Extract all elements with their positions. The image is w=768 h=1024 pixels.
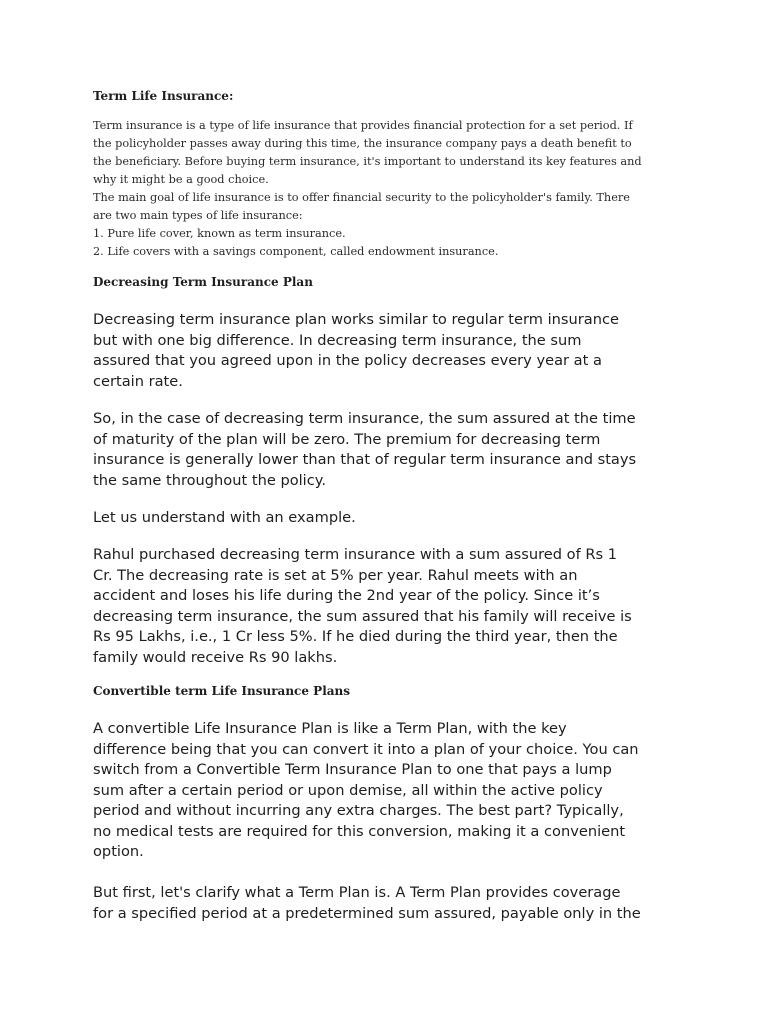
intro-line: Term insurance is a type of life insurance that provides financial protection for a set period. If [93, 119, 633, 132]
paragraph-line: the same throughout the policy. [93, 471, 326, 489]
intro-line: are two main types of life insurance: [93, 209, 303, 222]
heading-term-life-insurance: Term Life Insurance: [93, 89, 234, 103]
intro-paragraph [93, 117, 642, 261]
intro-list-item: 1. Pure life cover, known as term insurance. [93, 227, 346, 240]
paragraph-line: of maturity of the plan will be zero. The premium for decreasing term [93, 430, 601, 448]
paragraph-line: option. [93, 843, 144, 860]
decreasing-paragraph-3 [93, 508, 356, 529]
intro-line: why it might be a good choice. [93, 173, 269, 186]
intro-line: the beneficiary. Before buying term insurance, it's important to understand its key features and [93, 155, 642, 168]
paragraph-line: accident and loses his life during the 2nd year of the policy. Since it’s [93, 587, 600, 604]
paragraph-line: switch from a Convertible Term Insurance Plan to one that pays a lump [93, 761, 612, 778]
paragraph-line: sum after a certain period or upon demise, all within the active policy [93, 781, 603, 799]
decreasing-example-paragraph [93, 545, 632, 668]
paragraph-line: family would receive Rs 90 lakhs. [93, 648, 338, 666]
heading-decreasing-term: Decreasing Term Insurance Plan [93, 275, 313, 289]
paragraph-line: decreasing term insurance, the sum assured that his family will receive is [93, 607, 632, 625]
decreasing-paragraph-2 [93, 409, 636, 491]
paragraph-line: But first, let's clarify what a Term Plan is. A Term Plan provides coverage [93, 884, 621, 901]
heading-convertible-term: Convertible term Life Insurance Plans [93, 684, 351, 698]
convertible-paragraph-1 [93, 719, 639, 863]
paragraph-line: for a specified period at a predetermined sum assured, payable only in the [93, 904, 641, 922]
paragraph-line: but with one big difference. In decreasing term insurance, the sum [93, 331, 582, 349]
paragraph-line: period and without incurring any extra charges. The best part? Typically, [93, 802, 624, 819]
paragraph-line: no medical tests are required for this conversion, making it a convenient [93, 822, 626, 840]
decreasing-paragraph-1 [93, 310, 619, 392]
paragraph-line: Rs 95 Lakhs, i.e., 1 Cr less 5%. If he died during the third year, then the [93, 628, 618, 645]
intro-list-item: 2. Life covers with a savings component, called endowment insurance. [93, 245, 499, 258]
paragraph-line: Rahul purchased decreasing term insurance with a sum assured of Rs 1 [93, 546, 618, 563]
convertible-paragraph-2 [93, 883, 641, 924]
intro-line: the policyholder passes away during this time, the insurance company pays a death benefit to [93, 137, 632, 150]
paragraph-line: Cr. The decreasing rate is set at 5% per year. Rahul meets with an [93, 566, 578, 584]
paragraph-line: assured that you agreed upon in the policy decreases every year at a [93, 352, 602, 369]
paragraph-line: So, in the case of decreasing term insurance, the sum assured at the time [93, 410, 636, 427]
paragraph-line: Let us understand with an example. [93, 509, 356, 526]
paragraph-line: Decreasing term insurance plan works similar to regular term insurance [93, 311, 619, 328]
intro-line: The main goal of life insurance is to offer financial security to the policyholder's family. There [93, 191, 630, 204]
paragraph-line: insurance is generally lower than that of regular term insurance and stays [93, 451, 637, 468]
paragraph-line: A convertible Life Insurance Plan is like a Term Plan, with the key [93, 720, 567, 737]
paragraph-line: certain rate. [93, 372, 183, 390]
paragraph-line: difference being that you can convert it into a plan of your choice. You can [93, 740, 639, 758]
